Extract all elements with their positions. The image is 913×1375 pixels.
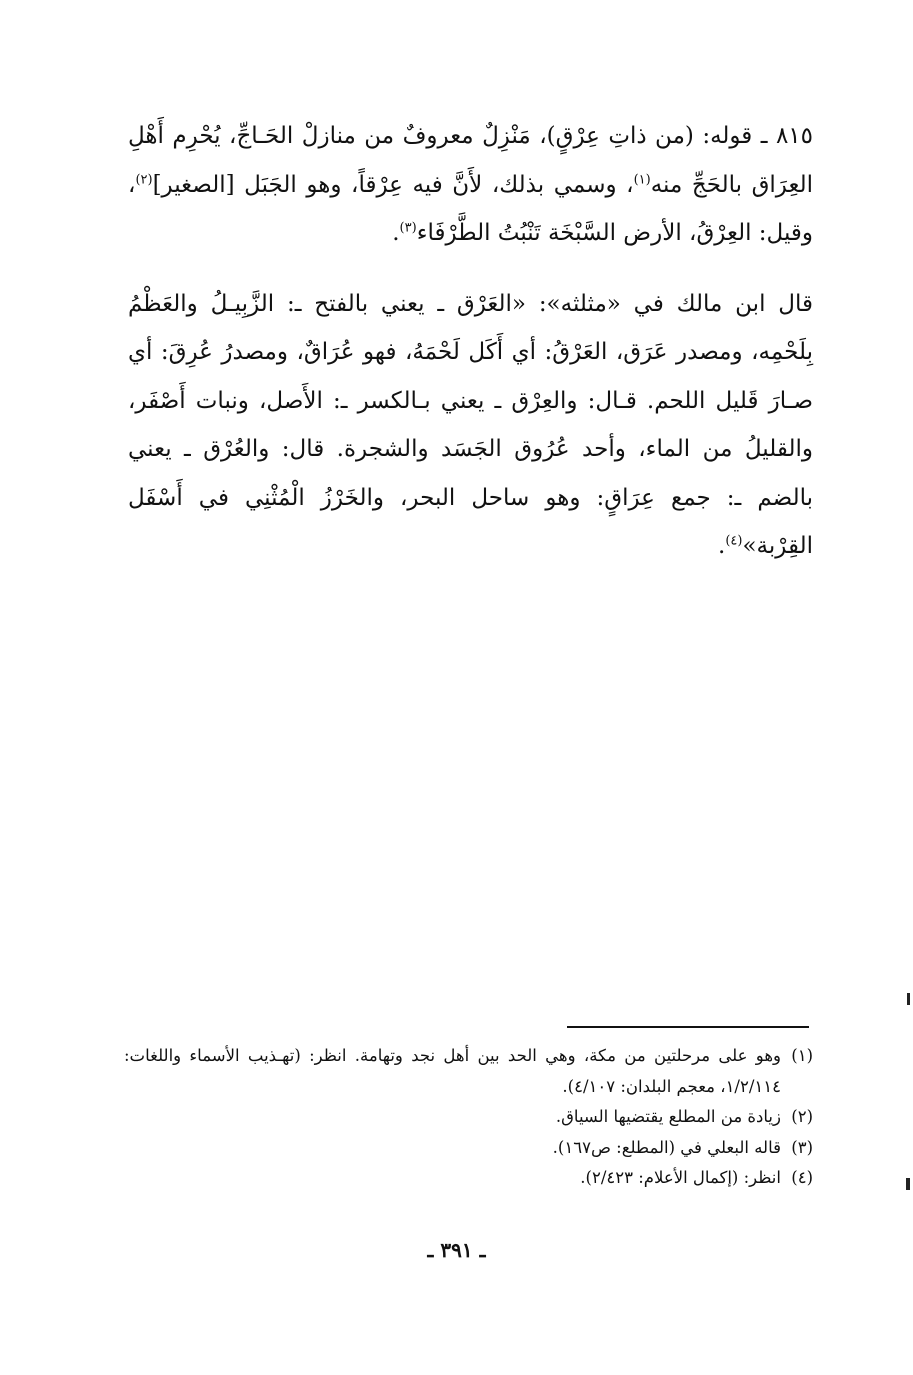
footnote-item xyxy=(124,1163,813,1194)
entry-paragraph-815 xyxy=(128,112,813,258)
footnote-ref-2[interactable]: (٢) xyxy=(135,171,153,187)
footnote-ref-1[interactable]: (١) xyxy=(633,171,651,187)
scan-edge-mark xyxy=(907,993,910,1005)
footnote-divider xyxy=(567,1026,809,1028)
footnote-item xyxy=(124,1133,813,1164)
footnote-item xyxy=(124,1102,813,1133)
footnote-number: (٤) xyxy=(791,1168,813,1187)
footnote-item xyxy=(124,1041,813,1102)
footnote-number: (٣) xyxy=(791,1137,813,1157)
entry-text-part: ٨١٥ ـ قوله: (من ذاتِ عِرْقٍ)، مَنْزِلٌ معروفٌ من منازلْ الحَـاجِّ، يُحْرِم أَهْلِ العِرَاق بالحَجِّ منه xyxy=(128,123,813,198)
footnote-text: انظر: (إكمال الأعلام: ٢/٤٢٣). xyxy=(580,1168,781,1187)
ibn-malik-paragraph xyxy=(128,280,813,571)
entry-text-part: ، وسمي بذلك، لأَنَّ فيه عِرْقاً، وهو الجَبَل [الصغير] xyxy=(152,171,634,198)
entry-text-part: قال ابن مالك في «مثلثه»: «العَرْق ـ يعني بالفتح ـ: الزَّبِيـلُ والعَظْمُ بِلَحْمِه، ومصدر عَرَق، العَرْقُ: أي أَكَل لَحْمَهُ، فهو عُرَاقٌ، ومصدرُ عُرِقَ: أي صـارَ قَليل اللحم. قـال: والعِرْق ـ يعني بـالكسر ـ: الأَصل، ونبات أَصْفَر، والقليلُ من الماء، وأحد عُرُوق الجَسَد والشجرة. قال: والعُرْق ـ يعني بالضم ـ: جمع عِرَاقٍ: وهو ساحل البحر، والخَرْزُ الْمُثْنِي في أَسْفَل القِرْبة» xyxy=(128,290,813,559)
footnote-text: قاله البعلي في (المطلع: ص١٦٧). xyxy=(552,1137,781,1157)
entry-text-part: . xyxy=(718,533,726,559)
main-text xyxy=(128,112,813,571)
footnote-text: وهو على مرحلتين من مكة، وهي الحد بين أهل نجد وتهامة. انظر: (تهـذيب الأسماء واللغات: ١/٢/١١٤، معجم البلدان: ٤/١٠٧). xyxy=(124,1046,781,1096)
entry-text-part: ، وقيل: العِرْقُ، الأرض السَّبْخَة تَنْبُتُ الطَّرْفَاء xyxy=(128,171,813,246)
footnotes-list xyxy=(124,1041,813,1194)
footnote-text: زيادة من المطلع يقتضيها السياق. xyxy=(555,1107,781,1126)
footnote-number: (١) xyxy=(791,1046,813,1065)
footnote-ref-3[interactable]: (٣) xyxy=(399,220,417,236)
page-number: ـ ٣٩١ ـ xyxy=(427,1238,486,1262)
entry-text-part: . xyxy=(392,220,400,246)
footnote-ref-4[interactable]: (٤) xyxy=(725,533,743,549)
scan-edge-mark xyxy=(906,1178,910,1190)
footnote-number: (٢) xyxy=(791,1107,813,1126)
